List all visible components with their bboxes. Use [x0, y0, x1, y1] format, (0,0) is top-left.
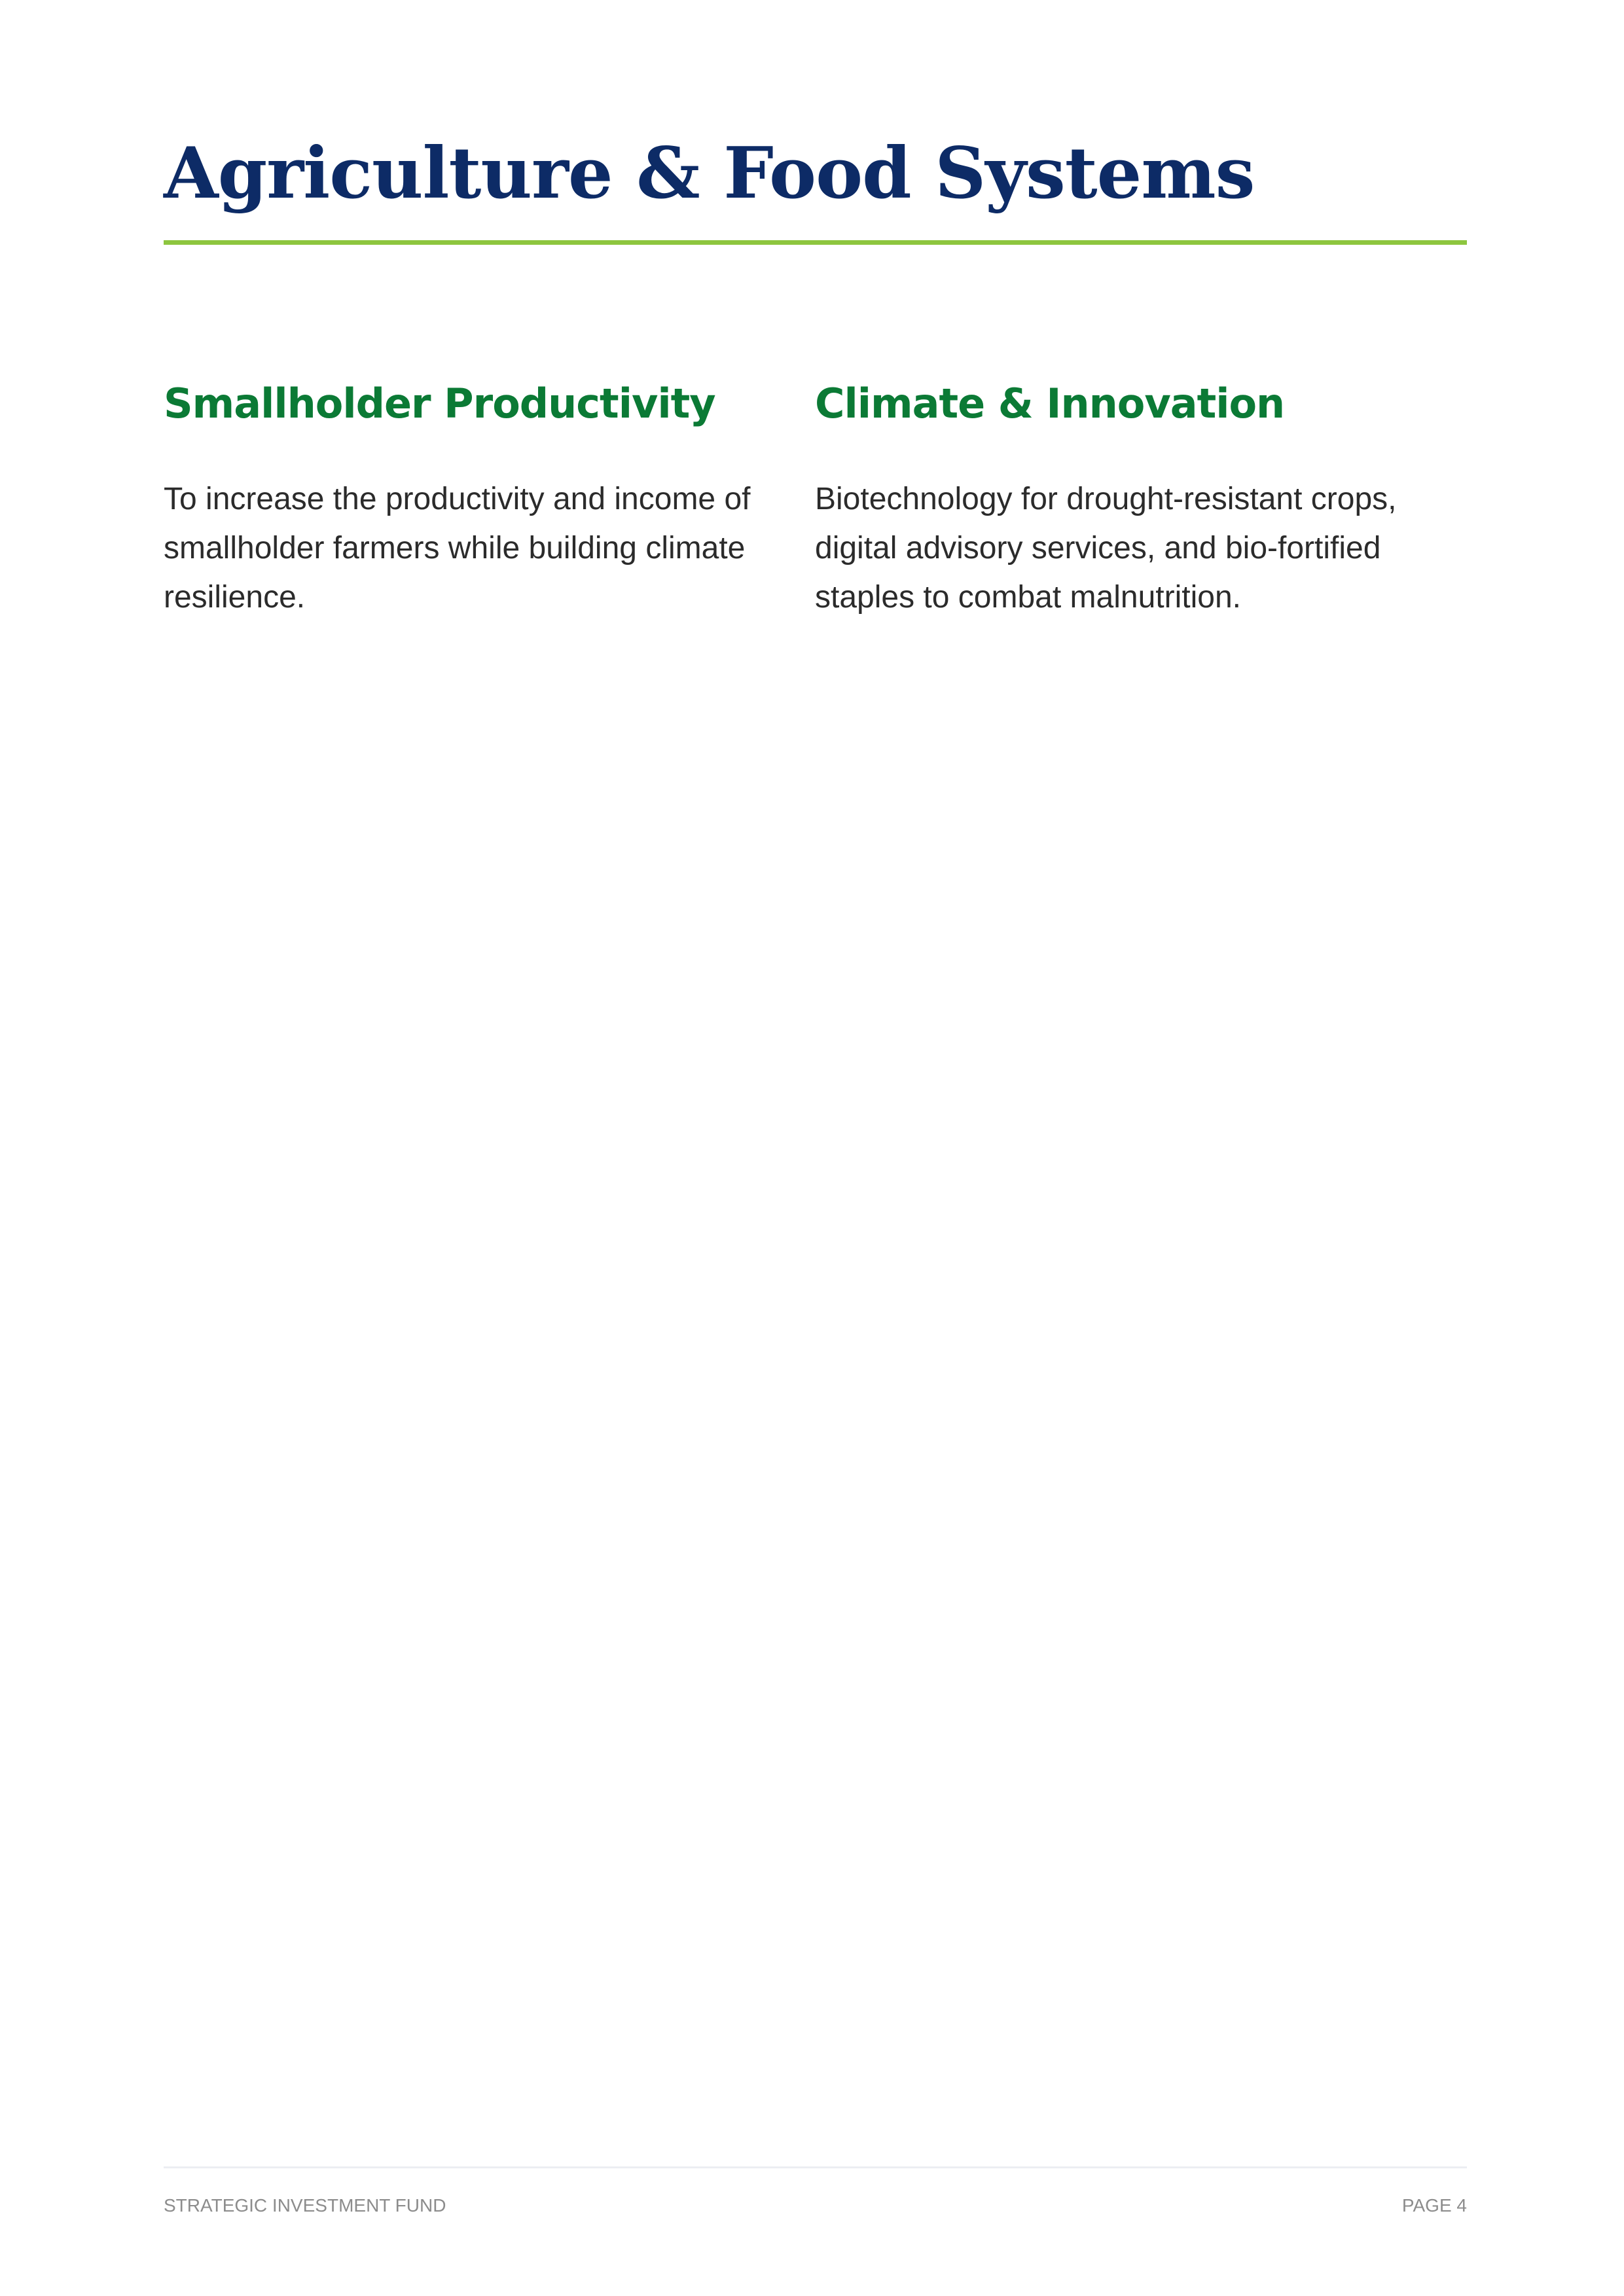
footer-page-number: PAGE 4: [1401, 2195, 1467, 2215]
section-heading: Climate & Innovation: [815, 380, 1285, 427]
section-climate-innovation: [815, 376, 1430, 622]
footer-divider: [164, 2166, 1467, 2168]
footer-fund-name: STRATEGIC INVESTMENT FUND: [164, 2195, 446, 2215]
title-divider: [164, 240, 1467, 245]
section-heading: Smallholder Productivity: [164, 380, 715, 427]
page-title: Agriculture & Food Systems: [164, 132, 1255, 215]
section-body: Biotechnology for drought-resistant crops, digital advisory services, and bio-fortified staples to combat malnutrition.: [815, 482, 1397, 615]
section-smallholder-productivity: [164, 376, 779, 622]
section-body: To increase the productivity and income of smallholder farmers while building climate resilience.: [164, 482, 751, 615]
